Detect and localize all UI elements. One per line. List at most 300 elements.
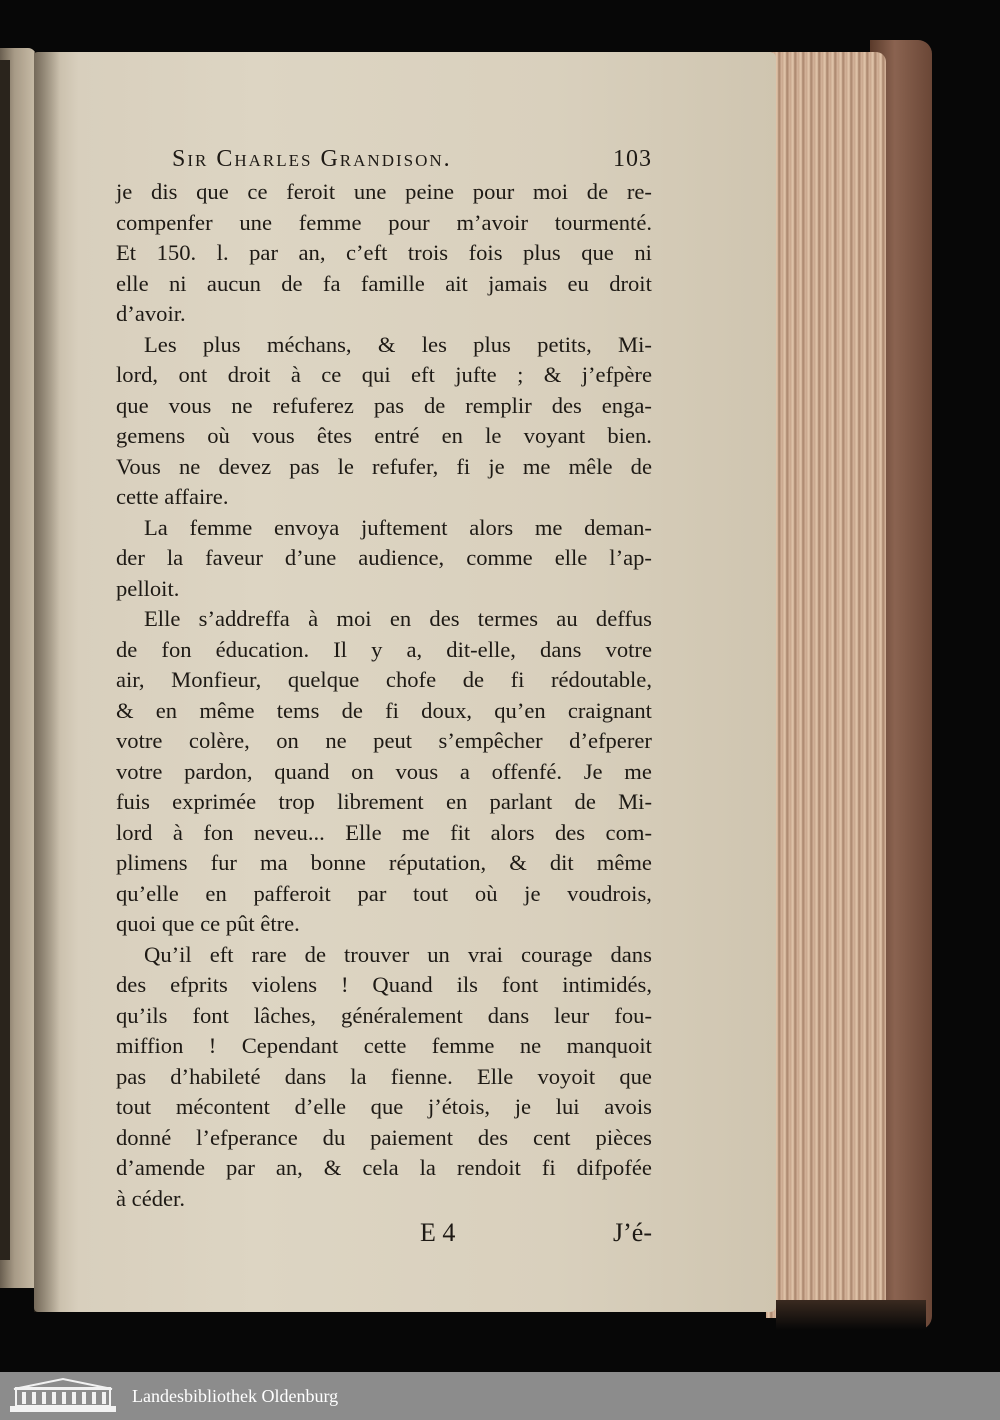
word: pour [388,209,430,235]
running-head [116,146,652,173]
word: comme [466,545,533,570]
word: du [322,1124,346,1150]
word: êtes [316,423,353,448]
text-line-content: pelloit. [116,575,180,601]
word: Mi- [618,789,652,814]
word: où [207,423,230,448]
word: éducation. [215,636,310,662]
word: remplir [465,392,532,418]
word: librement [337,789,424,814]
word: difpofée [576,1155,652,1180]
text-line-content: quoi que ce pût être. [116,911,300,936]
word: deffus [595,606,652,631]
word: paiement [370,1124,453,1150]
word: der [116,545,145,570]
word: an, [298,240,326,265]
word: quelque [287,667,360,692]
word: de [116,636,138,662]
word: Cependant [241,1033,339,1058]
word: d’efperer [569,728,652,753]
word: femme [298,209,362,235]
text-line [116,177,652,208]
text-line [116,909,652,940]
word: ont [178,362,208,387]
word: elle [554,545,588,570]
word: pas [373,392,405,418]
word: Je [583,758,603,784]
body-text [116,177,652,1214]
word: par [249,240,278,265]
word: le [485,423,502,448]
word: fou- [614,1002,652,1028]
word: & [323,1155,342,1180]
word: trouver [343,941,410,967]
word: air, [116,667,145,692]
word: de [304,941,326,967]
word: ne [231,392,253,418]
word: de [423,392,446,418]
word: peut [373,728,413,753]
word: dans [540,636,582,662]
word: doux, [421,697,473,723]
text-line-content: à céder. [116,1185,185,1211]
word: jamais [488,270,548,296]
word: tout [116,1094,152,1119]
word: moi [336,606,372,631]
facing-page-shadow [0,60,10,1260]
word: vous [395,758,439,784]
word: voyant [523,423,586,448]
word: tourmenté. [554,209,652,235]
word: font [192,1002,229,1028]
page-footer [116,1218,652,1248]
word: cela [362,1155,399,1180]
word: mêle [568,453,613,479]
word: me [522,453,551,479]
word: envoya [273,514,340,540]
text-line [116,1184,652,1215]
page-number: 103 [613,146,652,172]
word: & [116,697,134,723]
word: ; [517,362,524,387]
word: quand [274,758,330,784]
word: Elle [345,819,382,845]
word: l’efperance [196,1124,298,1150]
word: moi [532,179,569,204]
word: de [586,179,609,204]
word: une [239,209,272,235]
word: en [445,789,468,814]
word: parlant [489,789,553,814]
word: droit [227,362,271,387]
word: famille [360,270,425,296]
word: & [509,850,527,875]
word: juftement [360,514,448,540]
word: à [290,362,301,387]
word: à [308,606,319,631]
word: font [501,972,539,997]
word: peine [405,179,455,204]
word: lui [555,1094,580,1119]
word: com- [605,819,652,845]
word: cent [532,1124,571,1150]
word: lâches, [253,1002,317,1028]
word: où [474,880,498,906]
word: deman- [584,514,652,540]
word: généralement [341,1002,463,1028]
library-banner [0,1372,1000,1420]
word: pièces [595,1124,652,1150]
word: me [402,819,430,845]
word: lord, [116,362,159,387]
text-line [116,299,652,330]
text-line [116,635,652,666]
word: Monfieur, [171,667,262,692]
word: au [556,606,578,631]
text-line [116,1153,652,1184]
word: alors [490,819,535,845]
text-line [116,391,652,422]
word: tems [276,697,320,723]
word: fi [385,697,399,723]
word: Elle [476,1063,514,1089]
word: fois [468,240,503,265]
word: pardon, [184,758,253,784]
word: ne [519,1033,542,1058]
word: votre [116,758,163,784]
word: par [226,1155,255,1180]
word: ni [634,240,652,265]
word: d’une [284,545,337,570]
word: la [166,545,184,570]
word: chofe [385,667,437,692]
word: je [116,179,133,204]
word: refuferez [272,392,354,418]
word: à [172,819,183,845]
catchword: J’é- [613,1218,652,1247]
word: ni [168,270,187,296]
word: des [551,392,582,418]
word: ils [456,972,478,997]
text-line [116,238,652,269]
word: La [144,514,168,540]
word: d’habileté [170,1063,261,1089]
word: de [462,667,485,692]
text-line [116,360,652,391]
word: l. [216,240,229,265]
word: aucun [206,270,261,296]
word: la [350,1063,367,1089]
word: Vous [116,453,161,479]
word: offenfé. [491,758,563,784]
word: vous [168,392,212,418]
word: eft [411,362,435,387]
text-line [116,818,652,849]
word: me [624,758,652,784]
word: ce [321,362,342,387]
word: votre [605,636,652,662]
word: plus [202,331,241,357]
word: fon [161,636,192,662]
word: ma [260,850,288,875]
word: alors [469,514,514,540]
word: dit [549,850,574,875]
word: compenfer [116,209,213,235]
text-line [116,330,652,361]
word: des [429,606,460,631]
word: rare [251,941,287,967]
word: & [543,362,562,387]
word: ! [340,972,349,997]
word: on [351,758,374,784]
word: donné [116,1124,172,1150]
word: Qu’il [144,941,192,967]
word: re- [626,179,652,204]
word: réputation, [388,850,487,875]
word: d’elle [294,1094,347,1119]
word: je [514,1094,532,1119]
word: jufte [455,362,497,387]
word: en [205,880,227,906]
word: méchans, [266,331,352,357]
word: violens [251,972,318,997]
word: audience, [358,545,445,570]
text-line [116,1123,652,1154]
text-line [116,879,652,910]
word: que [619,1063,652,1089]
word: votre [116,728,163,753]
word: je [488,453,505,479]
word: rendoit [456,1155,521,1180]
text-line [116,1031,652,1062]
text-line [116,970,652,1001]
text-line [116,848,652,879]
word: dans [610,941,652,967]
text-line [116,787,652,818]
word: an, [275,1155,303,1180]
word: y [371,636,383,662]
word: de [630,453,652,479]
word: voyoit [537,1063,596,1089]
text-line [116,482,652,513]
word: dans [284,1063,327,1089]
word: l’ap- [609,545,652,570]
word: pafferoit [253,880,331,906]
text-line [116,208,652,239]
word: Et [116,240,137,265]
word: dit-elle, [446,636,516,662]
page-block-edge [766,52,886,1318]
word: Mi- [618,331,652,357]
word: courage [520,941,593,967]
word: a [459,758,470,784]
word: a, [406,636,423,662]
word: tout [413,880,449,906]
word: qu’en [494,697,546,723]
word: devez [218,453,272,479]
text-line [116,665,652,696]
word: refufer, [372,453,439,479]
library-building-icon [6,1376,120,1416]
word: voudrois, [567,880,652,906]
word: bien. [607,423,652,448]
word: le [337,453,354,479]
word: j’efpère [581,362,652,387]
page-gutter-shadow [34,52,60,1312]
word: fi [541,1155,556,1180]
word: même [199,697,255,723]
word: termes [477,606,539,631]
word: cette [363,1033,407,1058]
word: de [341,697,363,723]
text-line-content: d’avoir. [116,301,186,326]
word: s’addreffa [198,606,290,631]
word: eft [209,941,234,967]
word: enga- [601,392,652,418]
word: des [554,819,586,845]
text-line [116,421,652,452]
word: me [534,514,563,540]
word: pas [116,1063,147,1089]
word: femme [431,1033,495,1058]
word: fit [450,819,471,845]
word: des [116,972,147,997]
running-title: Sir Charles Grandison. [172,146,452,172]
word: ! [208,1033,217,1058]
word: & [377,331,396,357]
word: fi [510,667,525,692]
cover-shadow [776,1300,926,1330]
word: s’empêcher [438,728,543,753]
word: rédoutable, [550,667,652,692]
word: j’étois, [427,1094,491,1119]
text-line-content: cette affaire. [116,484,229,509]
word: 150. [156,240,197,265]
word: que [196,179,229,204]
word: lord [116,819,153,845]
word: qui [361,362,391,387]
word: exprimée [172,789,257,814]
word: dans [487,1002,530,1028]
text-line [116,269,652,300]
word: d’amende [116,1155,206,1180]
word: ce [247,179,268,204]
word: ait [445,270,468,296]
word: pour [472,179,515,204]
word: entré [374,423,420,448]
word: fa [322,270,341,296]
text-line [116,1092,652,1123]
text-line [116,757,652,788]
word: que [116,392,149,418]
word: efprits [170,972,228,997]
word: faveur [205,545,263,570]
word: Il [333,636,348,662]
text-line [116,452,652,483]
text-line [116,543,652,574]
word: femme [189,514,253,540]
text-line [116,574,652,605]
word: vous [252,423,295,448]
word: neveu... [253,819,325,845]
word: avois [604,1094,652,1119]
text-line [116,1001,652,1032]
text-line [116,604,652,635]
word: la [419,1155,436,1180]
word: fon [203,819,234,845]
word: bonne [310,850,366,875]
word: trop [278,789,315,814]
word: fur [210,850,237,875]
word: que [370,1094,404,1119]
text-line [116,940,652,971]
word: plus [473,331,511,357]
text-line [116,726,652,757]
word: plimens [116,850,188,875]
word: les [421,331,447,357]
library-name: Landesbibliothek Oldenburg [132,1385,339,1406]
word: gemens [116,423,186,448]
word: elle [116,270,149,296]
word: par [357,880,387,906]
text-line [116,1062,652,1093]
word: fienne. [390,1063,453,1089]
word: en [441,423,463,448]
word: fi [456,453,471,479]
word: dis [151,179,178,204]
word: feroit [286,179,336,204]
word: ne [325,728,347,753]
word: trois [407,240,449,265]
word: un [427,941,450,967]
word: qu’ils [116,1002,168,1028]
word: on [276,728,299,753]
word: en [155,697,178,723]
word: craignant [567,697,652,723]
word: de [281,270,303,296]
word: pas [289,453,320,479]
word: une [353,179,387,204]
word: Quand [372,972,433,997]
word: je [524,880,541,906]
word: colère, [188,728,250,753]
word: Elle [144,606,181,631]
word: m’avoir [456,209,528,235]
word: miffion [116,1033,184,1058]
word: en [389,606,412,631]
word: droit [609,270,652,296]
page-text-block [116,146,652,1248]
word: même [596,850,652,875]
word: intimidés, [562,972,652,997]
word: mécontent [175,1094,270,1119]
text-line [116,513,652,544]
signature-mark: E 4 [420,1218,456,1247]
word: Les [144,331,177,357]
word: plus [523,240,561,265]
word: de [574,789,596,814]
word: c’eft [346,240,388,265]
word: qu’elle [116,880,179,906]
word: ne [178,453,201,479]
word: petits, [537,331,592,357]
text-line [116,696,652,727]
word: manquoit [566,1033,652,1058]
word: vrai [467,941,503,967]
word: que [581,240,614,265]
word: leur [554,1002,590,1028]
word: eu [567,270,589,296]
